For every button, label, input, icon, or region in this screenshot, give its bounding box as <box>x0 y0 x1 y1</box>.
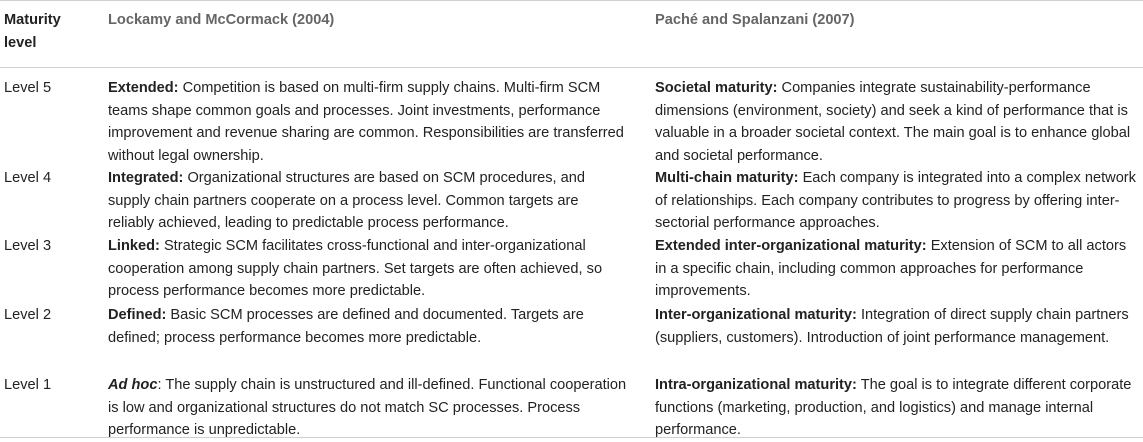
pache-text: Each company is integrated into a complex network of relationships. Each company contributes to progress by offering inter-sectorial performance approaches. <box>655 170 1136 231</box>
lockamy-term: Integrated: <box>108 170 184 186</box>
pache-term: Multi-chain maturity: <box>655 170 799 186</box>
pache-description <box>655 167 1141 235</box>
table-top-rule <box>0 0 1143 1</box>
pache-description <box>655 374 1141 442</box>
pache-text: The goal is to integrate different corporate functions (marketing, production, and logistics) and manage internal performance. <box>655 377 1132 438</box>
row-level-label: Level 2 <box>4 307 52 323</box>
pache-text: Extension of SCM to all actors in a specific chain, including common approaches for performance improvements. <box>655 238 1127 299</box>
pache-description <box>655 77 1141 167</box>
lockamy-term: Extended: <box>108 80 179 96</box>
lockamy-text: Strategic SCM facilitates cross-functional and inter-organizational cooperation among supply chain partners. Set targets are often achieved, so process performance becomes more predictable. <box>108 238 603 299</box>
lockamy-text: Competition is based on multi-firm supply chains. Multi-firm SCM teams shape common goals and processes. Joint investments, performance improvement and revenue sharing are common. Responsibilities are transferred without legal ownership. <box>108 80 624 164</box>
header-divider-rule <box>0 67 1143 68</box>
lockamy-text: Basic SCM processes are defined and documented. Targets are defined; process performance becomes more predictable. <box>108 307 584 346</box>
lockamy-term: Linked: <box>108 238 160 254</box>
lockamy-description <box>108 77 628 167</box>
pache-term: Intra-organizational maturity: <box>655 377 857 393</box>
lockamy-description <box>108 304 628 349</box>
row-level-label: Level 4 <box>4 170 52 186</box>
lockamy-term: Defined: <box>108 307 167 323</box>
row-level-label: Level 3 <box>4 238 52 254</box>
pache-text: Companies integrate sustainability-performance dimensions (environment, society) and seek a kind of performance that is valuable in a broader societal context. The main goal is to enhance global and societal performance. <box>655 80 1131 164</box>
pache-description <box>655 235 1141 303</box>
lockamy-term: Ad hoc <box>108 377 158 393</box>
row-level-label: Level 5 <box>4 80 52 96</box>
lockamy-description <box>108 235 628 303</box>
header-maturity-level: Maturity level <box>4 12 61 51</box>
pache-term: Inter-organizational maturity: <box>655 307 857 323</box>
pache-description <box>655 304 1141 349</box>
pache-term: Societal maturity: <box>655 80 778 96</box>
header-lockamy-mccormack: Lockamy and McCormack (2004) <box>108 12 335 28</box>
pache-term: Extended inter-organizational maturity: <box>655 238 927 254</box>
pache-text: Integration of direct supply chain partners (suppliers, customers). Introduction of joint performance management. <box>655 307 1129 346</box>
lockamy-description <box>108 374 628 442</box>
lockamy-description <box>108 167 628 235</box>
lockamy-text: : The supply chain is unstructured and ill-defined. Functional cooperation is low and organizational structures do not match SC processes. Process performance is unpredictable. <box>108 377 627 438</box>
row-level-label: Level 1 <box>4 377 52 393</box>
header-pache-spalanzani: Paché and Spalanzani (2007) <box>655 12 855 28</box>
lockamy-text: Organizational structures are based on SCM procedures, and supply chain partners cooperate on a process level. Common targets are reliably achieved, leading to predictable process performance. <box>108 170 585 231</box>
